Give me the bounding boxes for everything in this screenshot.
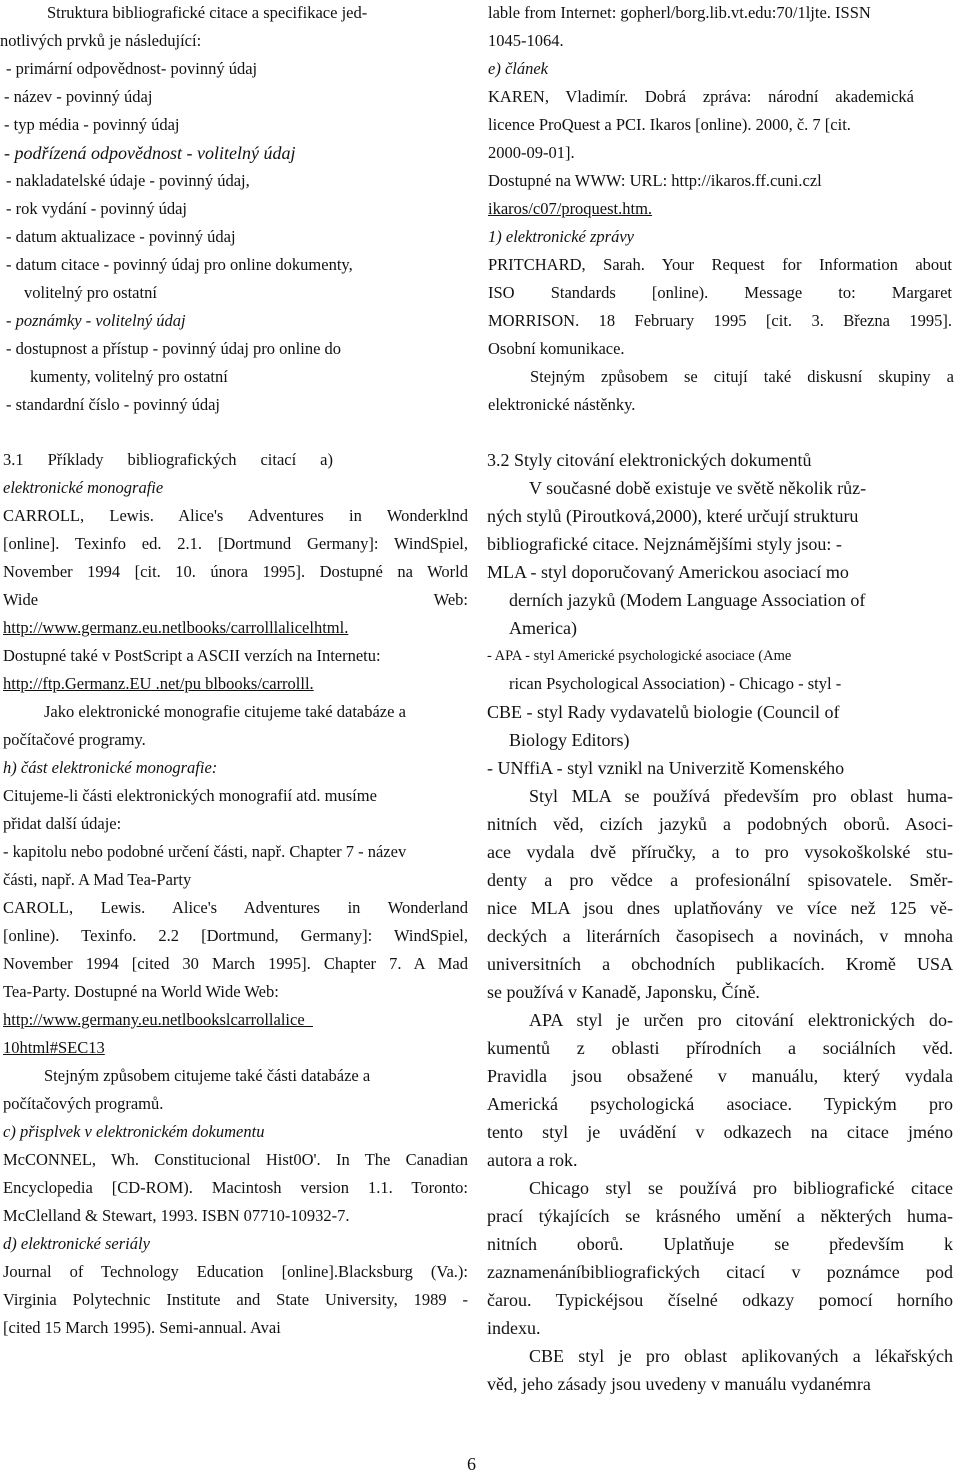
- text-line: November 1994 [cited 30 March 1995]. Chapter 7. A Mad: [3, 954, 468, 973]
- url-link[interactable]: 10html#SEC13: [3, 1038, 105, 1057]
- text-line: Virginia Polytechnic Institute and State University, 1989 -: [3, 1290, 468, 1309]
- text-line: Stejným způsobem citujeme také části databáze a: [44, 1066, 371, 1085]
- text-line: APA styl je určen pro citování elektronických do-: [529, 1010, 953, 1030]
- text-line: volitelný pro ostatní: [24, 283, 157, 302]
- text-line: elektronické nástěnky.: [488, 395, 636, 414]
- text-line: bibliografické citace. Nejznámějšími styly jsou: -: [487, 534, 842, 554]
- text-line: 1045-1064.: [488, 31, 564, 50]
- text-line: Jako elektronické monografie citujeme také databáze a: [44, 702, 406, 721]
- text-line: Pravidla jsou obsažené v manuálu, který vydala: [487, 1066, 953, 1086]
- text-line: CARROLL, Lewis. Alice's Adventures in Wonderklnd: [3, 506, 468, 525]
- url-link[interactable]: ikaros/c07/proquest.htm.: [488, 199, 653, 218]
- text-line: Tea-Party. Dostupné na World Wide Web:: [3, 982, 279, 1001]
- text-line: přidat další údaje:: [3, 814, 122, 833]
- text-line: denty a pro vědce a profesionální spisovatele. Směr-: [487, 870, 953, 890]
- text-line: deckých a literárních časopisech a novinách, v mnoha: [487, 926, 953, 946]
- subheading: d) elektronické seriály: [3, 1234, 150, 1253]
- text-line: Dostupné také v PostScript a ASCII verzích na Internetu:: [3, 646, 381, 665]
- text-line: PRITCHARD, Sarah. Your Request for Information about: [488, 255, 952, 274]
- list-item: - typ média - povinný údaj: [4, 115, 180, 134]
- list-item: - dostupnost a přístup - povinný údaj pro online do: [6, 339, 342, 358]
- list-item: - podřízená odpovědnost - volitelný údaj: [4, 143, 296, 163]
- text-line: Osobní komunikace.: [488, 339, 625, 358]
- text-line: KAREN, Vladimír. Dobrá zpráva: národní akademická: [488, 87, 914, 106]
- text-line: počítačové programy.: [3, 730, 146, 749]
- text-line: počítačových programů.: [3, 1094, 164, 1113]
- text-line: [cited 15 March 1995). Semi-annual. Avai: [3, 1318, 281, 1337]
- text-line: Stejným způsobem se citují také diskusní skupiny a: [530, 367, 954, 386]
- text-line: McClelland & Stewart, 1993. ISBN 07710-10932-7.: [3, 1206, 350, 1225]
- subheading: elektronické monografie: [3, 478, 164, 497]
- text-line: rican Psychological Association) - Chicago - styl -: [509, 674, 842, 693]
- text-line: 2000-09-01].: [488, 143, 575, 162]
- text-line: Styl MLA se používá především pro oblast huma-: [529, 786, 953, 806]
- text-line: části, např. A Mad Tea-Party: [3, 870, 192, 889]
- text-line: Americká psychologická asociace. Typickým pro: [487, 1094, 953, 1114]
- text-line: nice MLA jsou dnes uplatňovány ve více než 125 vě-: [487, 898, 953, 918]
- text-line: [online]. Texinfo ed. 2.1. [Dortmund Germany]: WindSpiel,: [3, 534, 468, 553]
- text-line: Dostupné na WWW: URL: http://ikaros.ff.cuni.czl: [488, 171, 822, 190]
- text-line: America): [509, 618, 577, 638]
- text-line: notlivých prvků je následující:: [0, 31, 202, 50]
- list-item: - UNffiA - styl vznikl na Univerzitě Komenského: [487, 758, 845, 778]
- text-line: se používá v Kanadě, Japonsku, Číně.: [487, 982, 760, 1002]
- text-line: V současné době existuje ve světě několik růz-: [529, 478, 867, 498]
- text-line: derních jazyků (Modem Language Association of: [509, 590, 866, 610]
- text-line: indexu.: [487, 1318, 541, 1338]
- text-line: November 1994 [cit. 10. února 1995]. Dostupné na World: [3, 562, 468, 581]
- text-line: Citujeme-li části elektronických monografií atd. musíme: [3, 786, 377, 805]
- list-item: CBE - styl Rady vydavatelů biologie (Council of: [487, 702, 840, 722]
- text-line: kumenty, volitelný pro ostatní: [30, 367, 228, 386]
- subheading: e) článek: [488, 59, 548, 78]
- text-line: tento styl je uvádění v odkazech na citace jméno: [487, 1122, 953, 1142]
- text-line: - kapitolu nebo podobné určení části, např. Chapter 7 - název: [3, 842, 407, 861]
- url-link[interactable]: http://www.germany.eu.netlbookslcarrollalice_: [3, 1010, 313, 1029]
- text-line: Struktura bibliografické citace a specifikace jed-: [47, 3, 368, 22]
- text-line: universitních a obchodních publikacích. Kromě USA: [487, 954, 953, 974]
- text-line: Biology Editors): [509, 730, 630, 750]
- list-item: - standardní číslo - povinný údaj: [6, 395, 221, 414]
- text-line: kumentů z oblasti přírodních a sociálních věd.: [487, 1038, 953, 1058]
- section-heading: 3.2 Styly citování elektronických dokumentů: [487, 450, 812, 470]
- text-line: CBE styl je pro oblast aplikovaných a lékařských: [529, 1346, 953, 1366]
- list-item: - název - povinný údaj: [4, 87, 153, 106]
- list-item: - poznámky - volitelný údaj: [6, 311, 186, 330]
- subheading: h) část elektronické monografie:: [3, 758, 218, 777]
- text-line: nitních věd, cizích jazyků a podobných oborů. Asoci-: [487, 814, 953, 834]
- text-line: licence ProQuest a PCI. Ikaros [online). 2000, č. 7 [cit.: [488, 115, 851, 134]
- list-item: - datum aktualizace - povinný údaj: [6, 227, 236, 246]
- url-link[interactable]: http://ftp.Germanz.EU .net/pu blbooks/carrolll.: [3, 674, 314, 693]
- page-number: 6: [467, 1454, 476, 1474]
- text-line: zaznamenáníbibliografických citací v poznámce pod: [487, 1262, 953, 1282]
- url-link[interactable]: http://www.germanz.eu.netlbooks/carrolllalicelhtml.: [3, 618, 349, 637]
- text-line: Encyclopedia [CD-ROM). Macintosh version 1.1. Toronto:: [3, 1178, 468, 1197]
- list-item: - nakladatelské údaje - povinný údaj,: [6, 171, 250, 190]
- section-heading: 3.1 Příklady bibliografických citací a): [3, 450, 333, 469]
- list-item: MLA - styl doporučovaný Americkou asociací mo: [487, 562, 849, 582]
- text-line: Chicago styl se používá pro bibliografické citace: [529, 1178, 953, 1198]
- text-line: lable from Internet: gopherl/borg.lib.vt.edu:70/1ljte. ISSN: [488, 3, 871, 22]
- text-line: čarou. Typickéjsou číselné odkazy pomocí horního: [487, 1290, 953, 1310]
- text-line: MORRISON. 18 February 1995 [cit. 3. Března 1995].: [488, 311, 952, 330]
- list-item: - rok vydání - povinný údaj: [6, 199, 188, 218]
- list-item: - primární odpovědnost- povinný údaj: [6, 59, 258, 78]
- subheading: 1) elektronické zprávy: [488, 227, 634, 246]
- text-line: Journal of Technology Education [online].Blacksburg (Va.):: [3, 1262, 468, 1281]
- text-line: CAROLL, Lewis. Alice's Adventures in Wonderland: [3, 898, 468, 917]
- subheading: c) přisplvek v elektronickém dokumentu: [3, 1122, 265, 1141]
- list-item: - APA - styl Americké psychologické asociace (Ame: [487, 648, 792, 664]
- text-line: ISO Standards [online). Message to: Margaret: [488, 283, 952, 302]
- text-line: McCONNEL, Wh. Constitucional Hist0O'. In The Canadian: [3, 1150, 468, 1169]
- text-line: Wide Web:: [3, 590, 468, 609]
- text-line: ace vydala dvě příručky, a to pro vysokoškolské stu-: [487, 842, 953, 862]
- text-line: autora a rok.: [487, 1150, 578, 1170]
- text-line: prací týkajících se krásného umění a některých huma-: [487, 1206, 953, 1226]
- text-line: věd, jeho zásady jsou uvedeny v manuálu vydanémra: [487, 1374, 871, 1394]
- text-line: [online). Texinfo. 2.2 [Dortmund, Germany]: WindSpiel,: [3, 926, 468, 945]
- list-item: - datum citace - povinný údaj pro online dokumenty,: [6, 255, 353, 274]
- text-line: nitních oborů. Uplatňuje se především k: [487, 1234, 953, 1254]
- text-line: ných stylů (Piroutková,2000), které určují strukturu: [487, 506, 859, 526]
